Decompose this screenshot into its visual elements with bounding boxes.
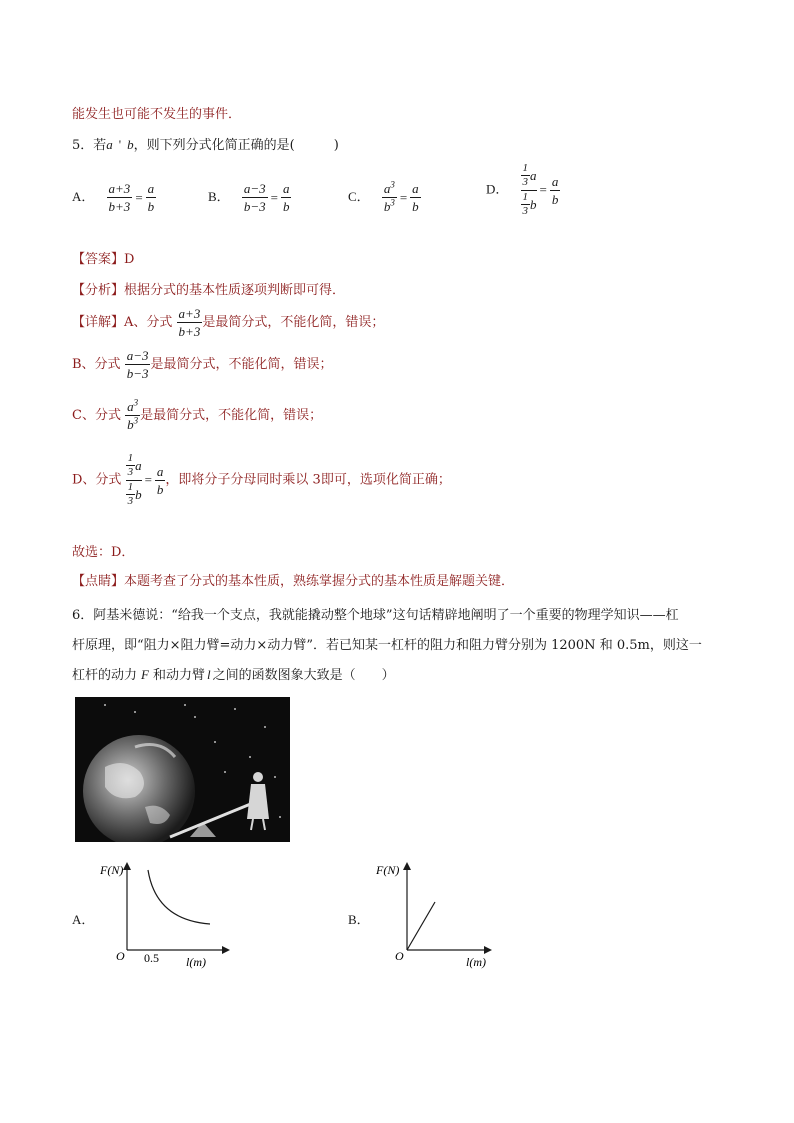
numerator xyxy=(382,180,397,198)
analysis-tag: 【分析】 xyxy=(72,283,125,298)
denominator: 3 xyxy=(522,176,529,188)
q6-line-1: 6．阿基米德说：“给我一个支点，我就能撬动整个地球”这句话精辟地阐明了一个重要的物理学知识——杠 xyxy=(72,608,679,623)
equals-sign: = xyxy=(539,182,547,197)
exponent: 3 xyxy=(390,197,395,208)
detail-d-line xyxy=(72,452,451,508)
q6-line-3-suffix: 之间的函数图象大致是（ ） xyxy=(212,668,395,683)
equals-sign: = xyxy=(399,189,408,205)
denominator: 3 xyxy=(127,495,134,507)
tick-label: 0.5 xyxy=(144,951,159,965)
fraction xyxy=(107,180,133,215)
numerator: a xyxy=(156,463,164,479)
x-axis-arrow xyxy=(222,946,230,954)
equals-sign: = xyxy=(135,189,143,205)
denominator: b xyxy=(551,191,559,207)
detail-c-suffix: 是最简分式，不能化简，错误； xyxy=(140,408,323,423)
y-axis-label: F(N) xyxy=(376,863,400,877)
base: a xyxy=(383,181,391,196)
comment-text: 本题考查了分式的基本性质，熟练掌握分式的基本性质是解题关键． xyxy=(124,574,515,589)
exponent: 3 xyxy=(133,415,139,426)
q5-stem-prefix: 5．若 xyxy=(72,138,107,153)
y-axis-arrow xyxy=(123,862,131,870)
numerator: a xyxy=(412,181,419,196)
numerator: 1 xyxy=(127,481,134,493)
y-axis-arrow xyxy=(403,862,411,870)
graph-a-label: A． xyxy=(72,912,95,927)
numerator: 1 xyxy=(127,452,134,464)
detail-a-prefix: A、分式 xyxy=(124,315,173,330)
earth-lever-drawing xyxy=(75,697,290,842)
q6-line-3 xyxy=(72,664,395,683)
y-axis-label: F(N) xyxy=(100,863,124,877)
graph-a[interactable] xyxy=(100,858,230,973)
numerator: a−3 xyxy=(243,181,266,196)
x-axis-arrow xyxy=(484,946,492,954)
answer-value: D xyxy=(124,252,135,267)
denominator: b xyxy=(412,199,419,214)
q6-line-3-prefix: 杠杆的动力 xyxy=(72,668,138,683)
q5-mark: ' xyxy=(118,137,122,152)
top-continuation-line: 能发生也可能不发生的事件． xyxy=(72,107,242,122)
answer-line xyxy=(72,248,134,267)
q5-option-c[interactable] xyxy=(348,180,421,215)
base: b xyxy=(127,417,134,432)
fraction xyxy=(382,180,397,215)
fraction xyxy=(281,180,292,215)
denominator: 3 xyxy=(522,205,529,217)
variable: b xyxy=(530,196,537,212)
equals-sign: = xyxy=(270,189,278,205)
q5-option-a[interactable] xyxy=(72,180,156,215)
numerator: a xyxy=(147,181,155,196)
linear-line xyxy=(407,902,435,950)
origin-label: O xyxy=(395,949,404,963)
graph-b[interactable] xyxy=(376,858,496,973)
detail-a-suffix: 是最简分式，不能化简，错误； xyxy=(202,315,385,330)
exponent: 3 xyxy=(133,397,139,408)
numerator: 1 xyxy=(522,191,529,203)
fraction xyxy=(550,173,561,208)
comment-line xyxy=(72,570,514,589)
fraction xyxy=(146,180,157,215)
graph-b-label: B． xyxy=(348,912,370,927)
option-letter: B． xyxy=(208,189,230,204)
complex-denominator xyxy=(126,481,142,508)
complex-numerator xyxy=(126,452,142,481)
fraction xyxy=(155,463,166,498)
fraction xyxy=(410,180,421,215)
detail-b-prefix: B、分式 xyxy=(72,357,121,372)
fraction xyxy=(177,305,203,340)
detail-c-prefix: C、分式 xyxy=(72,408,121,423)
q5-option-d[interactable] xyxy=(486,162,560,218)
numerator: a−3 xyxy=(126,348,149,363)
detail-b-suffix: 是最简分式，不能化简，错误； xyxy=(150,357,333,372)
archimedes-figure xyxy=(247,772,269,830)
option-letter: D． xyxy=(486,181,509,197)
fraction xyxy=(125,398,140,433)
variable: a xyxy=(530,167,537,183)
denominator: b−3 xyxy=(126,366,149,381)
detail-d-prefix: D、分式 xyxy=(72,472,122,488)
denominator: b xyxy=(147,199,155,214)
analysis-line xyxy=(72,279,345,298)
archimedes-earth-illustration xyxy=(75,697,290,842)
var-F: F xyxy=(141,667,149,682)
numerator: a+3 xyxy=(108,181,131,196)
complex-denominator xyxy=(521,191,537,218)
denominator: 3 xyxy=(127,466,134,478)
q6-line-2: 杆原理，即“阻力×阻力臂=动力×动力臂”．若已知某一杠杆的阻力和阻力臂分别为 1200N 和 0.5m，则这一 xyxy=(72,638,702,653)
var-l: l xyxy=(206,667,211,682)
base: b xyxy=(383,199,391,214)
detail-d-suffix: ，即将分子分母同时乘以 3即可，选项化简正确； xyxy=(165,472,451,488)
x-axis-label: l(m) xyxy=(186,955,206,969)
denominator: b xyxy=(282,199,290,214)
numerator: a xyxy=(551,173,559,189)
comment-tag: 【点睛】 xyxy=(72,574,125,589)
choose-line: 故选：D． xyxy=(72,545,135,560)
fraction xyxy=(521,191,531,218)
numerator xyxy=(125,398,140,416)
q5-var-b: b xyxy=(127,137,134,152)
numerator: a xyxy=(282,181,290,196)
inverse-curve xyxy=(148,870,210,924)
fraction xyxy=(125,347,151,382)
q5-option-b[interactable] xyxy=(208,180,291,215)
denominator: b+3 xyxy=(108,199,131,214)
denominator xyxy=(382,198,397,215)
numerator: a+3 xyxy=(178,306,201,321)
equals-sign: = xyxy=(144,472,152,487)
complex-fraction xyxy=(126,452,142,508)
variable: a xyxy=(135,457,142,473)
option-letter: C． xyxy=(348,189,370,204)
exponent: 3 xyxy=(390,179,395,190)
fraction xyxy=(521,162,531,189)
complex-numerator xyxy=(521,162,537,191)
origin-label: O xyxy=(116,949,125,963)
detail-a-line xyxy=(72,305,384,340)
detail-c-line xyxy=(72,398,322,433)
denominator: b xyxy=(156,481,164,497)
denominator xyxy=(125,416,140,433)
fraction xyxy=(126,481,136,508)
option-letter: A． xyxy=(72,189,95,204)
answer-tag: 【答案】 xyxy=(72,252,125,267)
complex-fraction xyxy=(521,162,537,218)
detail-b-line xyxy=(72,347,333,382)
base: a xyxy=(127,399,134,414)
q5-stem xyxy=(72,134,339,153)
x-axis-label: l(m) xyxy=(466,955,486,969)
numerator: 1 xyxy=(522,162,529,174)
analysis-text: 根据分式的基本性质逐项判断即可得． xyxy=(124,283,346,298)
fraction xyxy=(126,452,136,479)
variable: b xyxy=(135,486,142,502)
denominator: b+3 xyxy=(178,324,201,339)
q5-var-a: a xyxy=(106,137,113,152)
denominator: b−3 xyxy=(243,199,266,214)
q6-line-3-mid: 和动力臂 xyxy=(152,668,205,683)
detail-tag: 【详解】 xyxy=(72,315,125,330)
q5-stem-suffix: ，则下列分式化简正确的是( ) xyxy=(133,138,339,153)
fraction xyxy=(242,180,268,215)
